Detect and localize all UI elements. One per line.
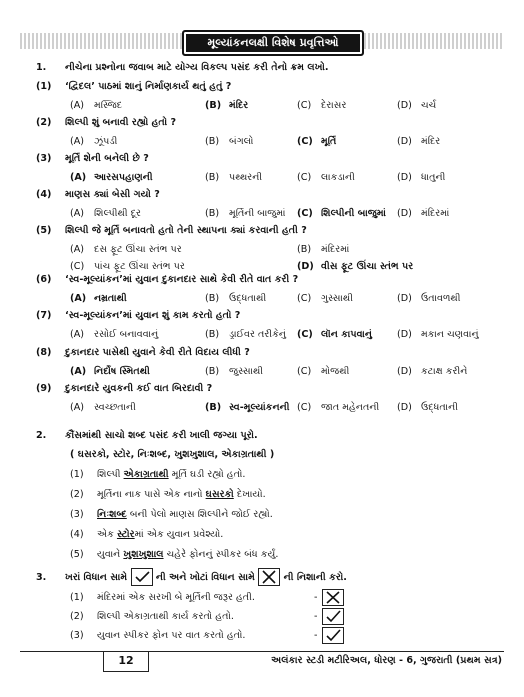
statement-text: શિલ્પી એકાગ્રતાથી કાર્ય કરતો હતો. [97, 611, 234, 622]
option-item [70, 400, 136, 415]
option-item [70, 206, 141, 221]
option-text: કટાક્ષ કરીને [421, 366, 468, 377]
option-label: (C) [297, 329, 313, 340]
sentence-pre: યુવાને [97, 549, 124, 560]
question-number: (3) [36, 153, 52, 164]
option-item [70, 364, 150, 379]
option-label: (B) [205, 329, 220, 340]
option-item [397, 170, 445, 185]
option-text: મોજથી [321, 366, 350, 377]
page-number: 12 [103, 651, 149, 672]
option-item [397, 364, 467, 379]
sentence-answer: ઘસરકો [205, 489, 234, 500]
question-number: (9) [36, 383, 52, 394]
option-item [297, 259, 413, 274]
option-text: ઉદ્ધતાથી [229, 293, 267, 304]
question-text: મૂર્તિ શેની બનેલી છે ? [65, 153, 149, 164]
option-text: ધાતુની [421, 172, 446, 183]
option-text: ઉતાવળથી [421, 293, 461, 304]
option-label: (D) [297, 261, 314, 272]
sec3-instr-c: ની નિશાની કરો. [283, 572, 347, 583]
item-number: (2) [70, 611, 84, 622]
option-item [297, 134, 336, 149]
statement-row [0, 627, 318, 644]
sentence-post: બની પેલો માણસ શિલ્પીને જોઈ રહ્યો. [126, 509, 273, 520]
option-item [297, 364, 349, 379]
option-label: (D) [397, 366, 412, 377]
option-text: આરસપહાણની [94, 172, 153, 183]
option-label: (D) [397, 136, 412, 147]
check-mark-icon [322, 608, 344, 625]
question-text: શિલ્પી જે મૂર્તિ બનાવતો હતો તેની સ્થાપના ક્યાં કરવાની હતી ? [65, 225, 307, 236]
dash-separator: - [314, 592, 318, 603]
sentence-post: ચહેરે ફોનનું સ્પીકર બંધ કર્યું. [163, 549, 279, 560]
option-item [297, 206, 386, 221]
item-number: (3) [70, 509, 84, 520]
option-text: વીસ ફૂટ ઊંચા સ્તંભ પર [321, 261, 414, 272]
option-label: (C) [297, 366, 312, 377]
option-text: સ્વચ્છતાની [94, 402, 136, 413]
option-label: (D) [397, 100, 412, 111]
option-label: (C) [297, 172, 312, 183]
page-title: મૂલ્યાંકનલક્ષી વિશેષ પ્રવૃત્તિઓ [182, 30, 364, 56]
cross-box-icon [258, 568, 280, 586]
option-item [397, 206, 449, 221]
option-item [297, 98, 346, 113]
option-label: (B) [205, 366, 220, 377]
option-label: (A) [70, 136, 85, 147]
option-item [70, 242, 182, 257]
sec3-instr-b: ની અને ખોટાં વિધાન સામે [155, 572, 255, 583]
item-sentence [97, 487, 266, 502]
sentence-answer: સ્ટોર [116, 529, 135, 540]
option-label: (D) [397, 172, 412, 183]
question-number: (8) [36, 347, 52, 358]
option-item [70, 291, 127, 306]
option-item [397, 400, 458, 415]
option-text: લાકડાની [321, 172, 355, 183]
check-box-icon [131, 568, 153, 586]
option-item [205, 327, 286, 342]
option-text: પાંચ ફૂટ ઊંચા સ્તંભ પર [94, 261, 185, 272]
option-label: (B) [205, 402, 222, 413]
check-mark-icon [322, 627, 344, 644]
option-text: પથ્થરની [229, 172, 263, 183]
sentence-answer: ખુશખુશાલ [123, 549, 164, 560]
option-label: (A) [70, 100, 85, 111]
item-sentence [97, 467, 245, 482]
option-text: ઝૂંપડી [94, 136, 118, 147]
option-item [70, 134, 117, 149]
item-number: (1) [70, 592, 84, 603]
option-text: મકાન ચણવાનું [421, 329, 479, 340]
option-label: (A) [70, 208, 85, 219]
option-text: લૉન કાપવાનું [321, 329, 373, 340]
statement-row [0, 589, 318, 606]
cross-mark-icon [322, 589, 344, 606]
option-label: (B) [297, 244, 312, 255]
sentence-pre: એક [97, 529, 117, 540]
worksheet-page: મૂલ્યાંકનલક્ષી વિશેષ પ્રવૃત્તિઓ 1. નીચેના પ્રશ્નોના જવાબ માટે યોગ્ય વિકલ્પ પસંદ કરી તેનો ક્રમ લખો. (1) ‘દ્વિદલ’ પાઠમાં શાનું નિર્માણકાર્ય થતું હતું ? (A) મસ્જિદ (B) મંદિર (C) દેરાસર (D) ચર્ચ (2) શિલ્પી શું બનાવી રહ્યો હતો ? (A) ઝૂંપડી (B) બંગલો (C) મૂર્તિ (D) મંદિર (3) મૂર્તિ શેની બનેલી છે ? (A) આરસપહાણની (B) પથ્થરની (C) લાકડાની (D) ધાતુની (4) માણસ ક્યાં બેસી ગયો ? (A) શિલ્પીથી દૂર (B) મૂર્તિની બાજુમાં (C) શિલ્પીની બાજુમાં (D) મંદિરમાં (5) શિલ્પી જે મૂર્તિ બનાવતો હતો તેની સ્થાપના ક્યાં કરવાની હતી ? (A) દસ ફૂટ ઊંચા સ્તંભ પર (B) મંદિરમાં (C) પાંચ ફૂટ ઊંચા સ્તંભ પર (D) વીસ ફૂટ ઊંચા સ્તંભ પર (6) ‘સ્વ-મૂલ્યાંકન’માં યુવાન દુકાનદાર સાથે કેવી રીતે વાત કરી ? (A) નમ્રતાથી (B) ઉદ્ધતાથી (C) ગુસ્સાથી (D) ઉતાવળથી (7) ‘સ્વ-મૂલ્યાંકન’માં યુવાન શું કામ કરતો હતો ? (A) રસોઈ બનાવવાનું (B) ડ્રાઈવર તરીકેનું (C) લૉન કાપવાનું (D) મકાન ચણવાનું (8) દુકાનદાર પાસેથી યુવાને કેવી રીતે વિદાય લીધી ? (A) નિર્દોષ સ્મિતથી (B) જુસ્સાથી (C) મોજથી (D) કટાક્ષ કરીને (9) દુકાનદારે યુવકની કઈ વાત બિરદાવી ? (A) સ્વચ્છતાની (B) સ્વ-મૂલ્યાંકનની (C) જાત મહેનતની (D) ઉદ્ધતાની 2. કૌંસમાંથી સાચો શબ્દ પસંદ કરી ખાલી જગ્યા પૂરો. ( ઘસરકો, સ્ટોર, નિઃશબ્દ, ખુશખુશાલ, એકાગ્રતાથી ) (1) શિલ્પી એકાગ્રતાથી મૂર્તિ ઘડી રહ્યો હતો. (2) મૂર્તિના નાક પાસે એક નાનો ઘસરકો દેખાયો. (3) નિઃશબ્દ બની પેલો માણસ શિલ્પીને જોઈ રહ્યો. (4) એક સ્ટોરમાં એક યુવાન પ્રવેશ્યો. (5) યુવાને ખુશખુશાલ ચહેરે ફોનનું સ્પીકર બંધ કર્યું. 3. ખરાં વિધાન સામે ની અને ખોટાં વિધાન સામે ની નિશાની કરો. (1) મંદિરમાં એક સરખી બે મૂર્તિની જરૂર હતી. - (2) શિલ્પી એકાગ્રતાથી કાર્ય કરતો હતો. - (3) યુવાન સ્પીકર ફોન પર વાત કરતો હતો. - 12 અલંકાર સ્ટડી મટીરિઅલ, ધોરણ - 6, ગુજરાતી (પ્રથમ સત્ર) [0, 0, 524, 697]
question-text: માણસ ક્યાં બેસી ગયો ? [65, 189, 160, 200]
option-item [205, 98, 248, 113]
question-number: (4) [36, 189, 52, 200]
option-label: (A) [70, 244, 85, 255]
option-item [70, 98, 122, 113]
question-number: (5) [36, 225, 52, 236]
option-label: (C) [297, 208, 313, 219]
option-text: ગુસ્સાથી [321, 293, 353, 304]
option-item [205, 291, 266, 306]
option-text: મંદિરમાં [421, 208, 450, 219]
sentence-post: મૂર્તિ ઘડી રહ્યો હતો. [168, 469, 246, 480]
statement-text: મંદિરમાં એક સરખી બે મૂર્તિની જરૂર હતી. [97, 592, 255, 603]
option-item [297, 170, 355, 185]
option-item [205, 134, 253, 149]
sentence-post: માં એક યુવાન પ્રવેશ્યો. [134, 529, 224, 540]
option-label: (D) [397, 208, 412, 219]
option-label: (B) [205, 208, 220, 219]
sentence-post: દેખાયો. [233, 489, 266, 500]
option-label: (D) [397, 329, 412, 340]
sentence-pre: મૂર્તિના નાક પાસે એક નાનો [97, 489, 206, 500]
option-text: સ્વ-મૂલ્યાંકનની [229, 402, 290, 413]
option-text: શિલ્પીની બાજુમાં [321, 208, 387, 219]
option-item [70, 170, 153, 185]
item-number: (3) [70, 630, 84, 641]
question-text: ‘સ્વ-મૂલ્યાંકન’માં યુવાન શું કામ કરતો હતો ? [65, 310, 241, 321]
option-label: (C) [297, 293, 312, 304]
option-text: નમ્રતાથી [94, 293, 127, 304]
option-item [397, 327, 479, 342]
option-label: (B) [205, 172, 220, 183]
option-item [297, 327, 372, 342]
option-label: (B) [205, 136, 220, 147]
question-number: (6) [36, 274, 52, 285]
option-item [397, 134, 440, 149]
option-label: (D) [397, 402, 412, 413]
statement-row [0, 608, 318, 625]
question-number: (1) [36, 81, 52, 92]
option-text: મૂર્તિની બાજુમાં [229, 208, 286, 219]
option-text: મૂર્તિ [321, 136, 337, 147]
item-sentence [97, 507, 273, 522]
option-text: ચર્ચ [421, 100, 437, 111]
option-text: મંદિરમાં [321, 244, 350, 255]
option-text: ડ્રાઈવર તરીકેનું [229, 329, 286, 340]
option-item [297, 291, 353, 306]
option-item [397, 98, 436, 113]
option-text: બંગલો [229, 136, 254, 147]
item-number: (2) [70, 489, 84, 500]
option-text: મસ્જિદ [94, 100, 123, 111]
option-label: (B) [205, 100, 222, 111]
option-text: શિલ્પીથી દૂર [94, 208, 141, 219]
option-label: (C) [297, 136, 313, 147]
option-label: (A) [70, 366, 87, 377]
option-item [205, 206, 286, 221]
option-item [397, 291, 461, 306]
dash-separator: - [314, 611, 318, 622]
item-number: (4) [70, 529, 84, 540]
option-text: જાત મહેનતની [321, 402, 380, 413]
statement-text: યુવાન સ્પીકર ફોન પર વાત કરતો હતો. [97, 630, 246, 641]
footer-text: અલંકાર સ્ટડી મટીરિઅલ, ધોરણ - 6, ગુજરાતી (પ્રથમ સત્ર) [271, 655, 502, 666]
footer-divider [20, 651, 504, 652]
option-item [297, 400, 379, 415]
item-number: (5) [70, 549, 84, 560]
option-text: દેરાસર [321, 100, 347, 111]
option-text: નિર્દોષ સ્મિતથી [94, 366, 150, 377]
sentence-answer: એકાગ્રતાથી [123, 469, 169, 480]
option-label: (A) [70, 293, 87, 304]
option-item [205, 170, 262, 185]
option-label: (A) [70, 329, 85, 340]
option-item [205, 400, 290, 415]
option-label: (C) [70, 261, 85, 272]
item-sentence [97, 527, 223, 542]
option-label: (B) [205, 293, 220, 304]
question-text: શિલ્પી શું બનાવી રહ્યો હતો ? [65, 117, 177, 128]
question-number: (7) [36, 310, 52, 321]
option-text: મંદિર [421, 136, 441, 147]
dash-separator: - [314, 630, 318, 641]
option-label: (A) [70, 172, 87, 183]
option-text: જુસ્સાથી [229, 366, 264, 377]
option-label: (C) [297, 402, 312, 413]
question-text: દુકાનદાર પાસેથી યુવાને કેવી રીતે વિદાય લીધી ? [65, 347, 250, 358]
option-item [205, 364, 263, 379]
option-label: (A) [70, 402, 85, 413]
question-number: (2) [36, 117, 52, 128]
option-text: મંદિર [229, 100, 249, 111]
sentence-pre: શિલ્પી [97, 469, 124, 480]
option-text: દસ ફૂટ ઊંચા સ્તંભ પર [94, 244, 182, 255]
option-text: રસોઈ બનાવવાનું [94, 329, 159, 340]
option-text: ઉદ્ધતાની [421, 402, 458, 413]
item-sentence [97, 547, 278, 562]
question-text: દુકાનદારે યુવકની કઈ વાત બિરદાવી ? [65, 383, 213, 394]
sentence-answer: નિઃશબ્દ [97, 509, 127, 520]
sec3-instr-a: ખરાં વિધાન સામે [65, 572, 128, 583]
option-label: (D) [397, 293, 412, 304]
option-item [70, 327, 158, 342]
question-text: ‘સ્વ-મૂલ્યાંકન’માં યુવાન દુકાનદાર સાથે કેવી રીતે વાત કરી ? [65, 274, 299, 285]
question-text: ‘દ્વિદલ’ પાઠમાં શાનું નિર્માણકાર્ય થતું હતું ? [65, 81, 232, 92]
option-label: (C) [297, 100, 312, 111]
option-item [297, 242, 349, 257]
item-number: (1) [70, 469, 84, 480]
